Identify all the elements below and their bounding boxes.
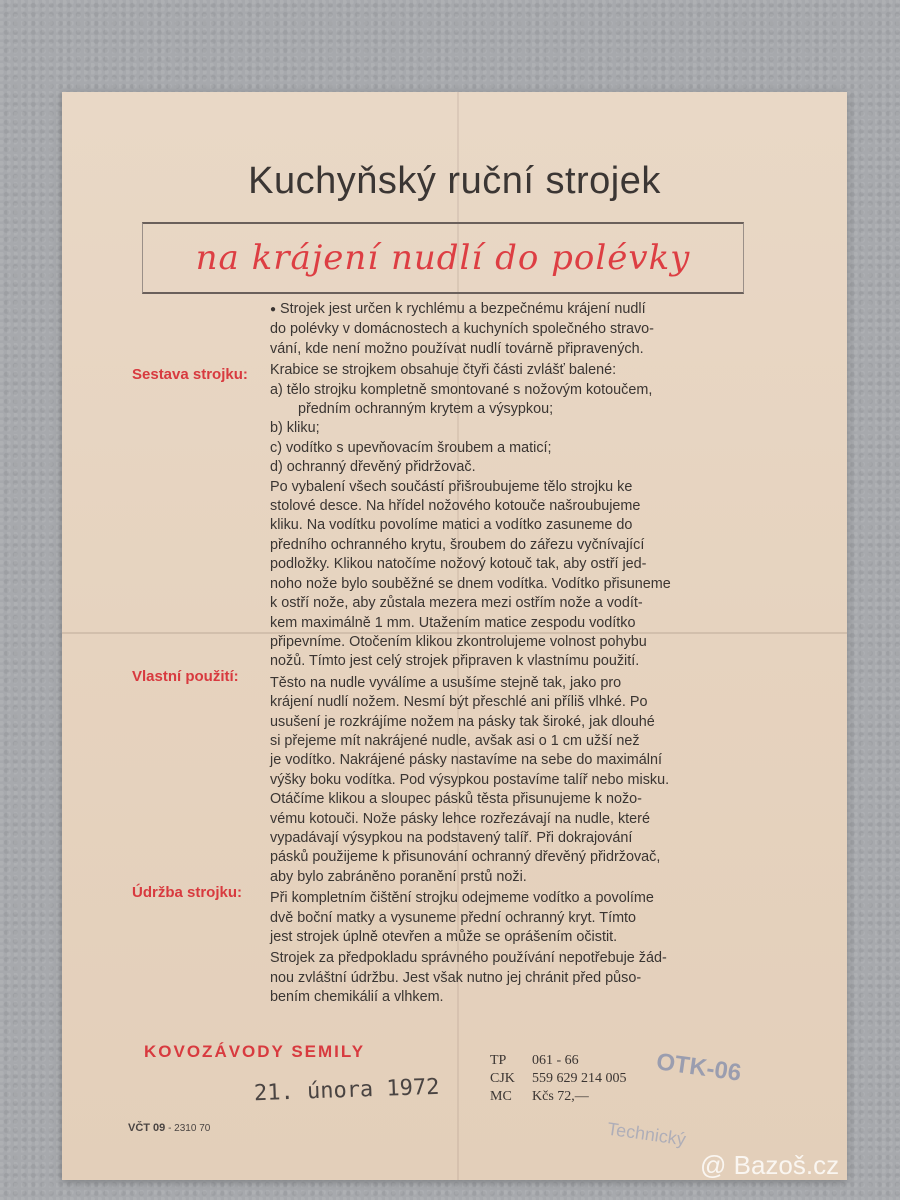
section-heading-pouziti: Vlastní použití: [132,668,239,685]
instruction-leaflet [62,92,847,1180]
code-row: MC Kčs 72,— [490,1089,589,1104]
text-line: výšky boku vodítka. Pod výsypkou postavíme talíř nebo misku. [270,771,670,788]
manufacturer-name: KOVOZÁVODY SEMILY [144,1042,366,1061]
date-stamp: 21. února 1972 [253,1074,440,1107]
code-row: CJK 559 629 214 005 [490,1071,627,1086]
text-line: b) kliku; [270,420,320,437]
text-line: nou zvláštní údržbu. Jest však nutno jej chránit před půso- [270,969,642,986]
text-line: noho nože bylo souběžné se dnem vodítka. Vodítko přisuneme [270,575,671,592]
text-line: kem maximálně 1 mm. Utažením matice zespodu vodítko [270,614,636,631]
leaflet-subtitle: na krájení nudlí do polévky [195,238,691,278]
udrzba-paragraph [270,889,770,1007]
text-line: c) vodítko s upevňovacím šroubem a maticí; [270,439,552,456]
sestava-paragraph [270,361,770,672]
product-codes [490,1052,627,1106]
code-row: TP 061 - 66 [490,1053,579,1068]
text-line: Při kompletním čištění strojku odejmeme vodítko a povolíme [270,890,654,907]
text-line: Otáčíme klikou a sloupec pásků těsta přisunujeme k nožo- [270,791,642,808]
pouziti-paragraph [270,674,770,887]
intro-paragraph [270,300,770,359]
text-line: ● Strojek jest určen k rychlému a bezpečnému krájení nudlí [270,301,646,317]
text-line: předního ochranného krytu, šroubem do zářezu vyčnívající [270,536,645,553]
text-line: krájení nudlí nožem. Nesmí být přeschlé ani příliš vlhké. Po [270,694,648,711]
text-line: Těsto na nudle vyválíme a usušíme stejně tak, jako pro [270,674,622,691]
text-line: usušení je rozkrájíme nožem na pásky tak široké, jak dlouhé [270,713,655,730]
text-line: si přejeme mít nakrájené nudle, avšak asi o 1 cm užší než [270,732,640,749]
section-heading-udrzba: Údržba strojku: [132,884,243,901]
text-line: Po vybalení všech součástí přišroubujeme tělo strojku ke [270,478,633,495]
text-line: stolové desce. Na hřídel nožového kotouče našroubujeme [270,498,641,515]
inspector-stamp: Technický [606,1118,688,1150]
otk-stamp: OTK-06 [654,1048,743,1087]
text-line: Strojek za předpokladu správného používání nepotřebuje žád- [270,950,667,967]
print-code: VČT 09 - 2310 70 [128,1122,211,1134]
text-line: bením chemikálií a vlhkem. [270,989,444,1006]
text-line: předním ochranným krytem a výsypkou; [298,401,554,418]
text-line: dvě boční matky a vysuneme přední ochranný kryt. Tímto [270,909,637,926]
text-line: jest strojek úplně otevřen a může se oprášením očistit. [270,929,618,945]
text-line: k ostří nože, aby zůstala mezera mezi ostřím nože a vodít- [270,595,643,612]
text-line: kliku. Na vodítku povolíme matici a vodítko zasuneme do [270,517,633,534]
text-line: připevníme. Otočením klikou zkontrolujeme volnost pohybu [270,633,647,650]
bullet-icon: ● [270,304,277,315]
section-heading-sestava: Sestava strojku: [132,366,248,383]
site-watermark: @ Bazoš.cz [700,1150,840,1180]
text-line: Krabice se strojkem obsahuje čtyři části zvlášť balené: [270,362,617,379]
subtitle-box [142,222,744,294]
text-line: do polévky v domácnostech a kuchyních společného stravo- [270,321,654,338]
text-line: pásků použijeme k přisunování ochranný dřevěný přidržovač, [270,849,661,866]
text-line: d) ochranný dřevěný přidržovač. [270,459,476,476]
text-line: nožů. Tímto jest celý strojek připraven k vlastnímu použití. [270,653,640,670]
text-line: je vodítko. Nakrájené pásky nastavíme na sebe do maximální [270,752,662,769]
text-line: a) tělo strojku kompletně smontované s nožovým kotoučem, [270,381,653,398]
leaflet-body-text [270,300,770,1010]
text-line: podložky. Klikou natočíme nožový kotouč tak, aby ostří jed- [270,556,647,573]
leaflet-title: Kuchyňský ruční strojek [248,160,661,202]
text-line: aby bylo zabráněno poranění prstů noži. [270,868,527,885]
text-line: vypadávají výsypkou na podstavený talíř. Při dokrajování [270,829,633,846]
text-line: vání, kde není možno používat nudlí továrně připravených. [270,340,644,357]
text-line: vému kotouči. Nože pásky lehce rozřezávají na nudle, které [270,810,650,827]
